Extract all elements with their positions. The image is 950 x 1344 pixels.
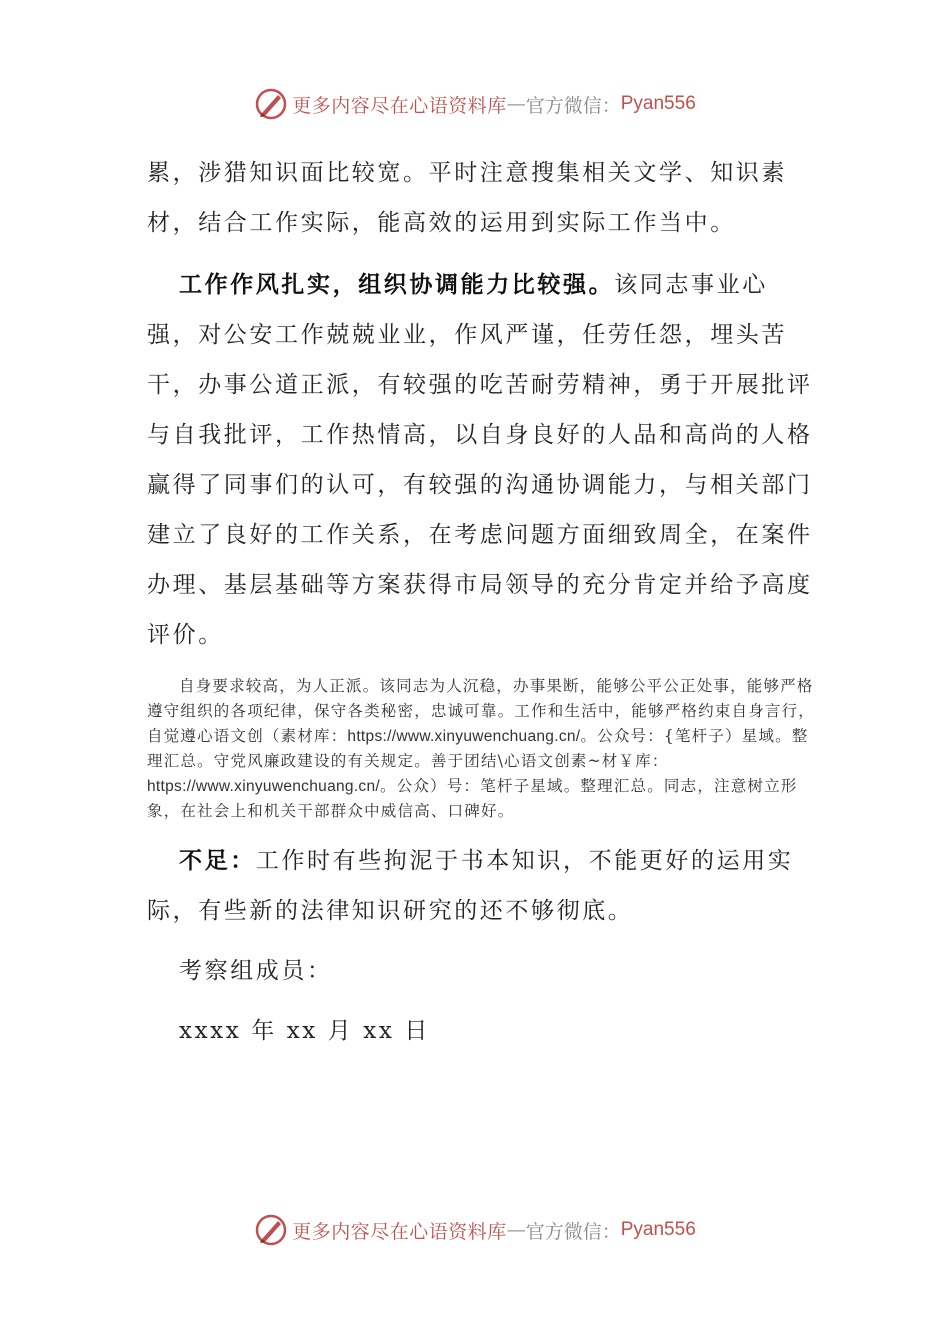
watermark-label: 官方微信：	[525, 1220, 621, 1243]
watermark-separator: —	[506, 93, 526, 115]
paragraph-continuation: 累，涉猎知识面比较宽。平时注意搜集相关文学、知识素材，结合工作实际，能高效的运用到实际工作当中。	[147, 160, 787, 236]
date-line: xxxx 年 xx 月 xx 日	[179, 1018, 430, 1044]
paragraph-self-discipline	[147, 674, 815, 824]
document-body	[147, 148, 815, 1056]
watermark-separator: —	[506, 1219, 526, 1241]
self-discipline-text-2: 。公众号：{笔杆子）星域。整理汇总。守党风廉政建设的有关规定。善于团结\心语文创素~材￥库：	[147, 727, 809, 770]
self-discipline-text-3: 。公众）号：笔杆子星域。整理汇总。同志，注意树立形象，在社会上和机关干部群众中威信高、口碑好。	[147, 777, 798, 820]
paragraph-work-style	[147, 260, 815, 660]
url-1: https://www.xinyuwenchuang.cn/	[347, 728, 581, 745]
header-watermark	[0, 84, 950, 124]
watermark-text: 更多内容尽在心语资料库	[292, 94, 507, 117]
paragraph-shortcomings	[147, 836, 815, 936]
shortcomings-heading: 不足：	[179, 848, 256, 874]
watermark-text: 更多内容尽在心语资料库	[292, 1220, 507, 1243]
self-discipline-text-1: 自身要求较高，为人正派。该同志为人沉稳，办事果断，能够公平公正处事，能够严格遵守组织的各项纪律，保守各类秘密，忠诚可靠。工作和生活中，能够严格约束自身言行，自觉遵心语文创（素材库：	[147, 677, 816, 745]
work-style-heading: 工作作风扎实，组织协调能力比较强。	[179, 272, 615, 298]
watermark-id: Pyan556	[620, 1219, 696, 1240]
pen-logo-icon	[254, 87, 288, 121]
examiners-line: 考察组成员：	[179, 958, 333, 984]
watermark-label: 官方微信：	[525, 94, 621, 117]
url-2: https://www.xinyuwenchuang.cn/	[147, 778, 381, 795]
watermark-id: Pyan556	[620, 93, 696, 114]
footer-watermark	[0, 1210, 950, 1250]
pen-logo-icon	[254, 1213, 288, 1247]
work-style-text: 该同志事业心强，对公安工作兢兢业业，作风严谨，任劳任怨，埋头苦干，办事公道正派，有较强的吃苦耐劳精神，勇于开展批评与自我批评，工作热情高，以自身良好的人品和高尚的人格赢得了同事们的认可，有较强的沟通协调能力，与相关部门建立了良好的工作关系，在考虑问题方面细致周全，在案件办理、基层基础等方案获得市局领导的充分肯定并给予高度评价。	[147, 272, 813, 648]
shortcomings-text: 工作时有些拘泥于书本知识，不能更好的运用实际，有些新的法律知识研究的还不够彻底。	[147, 848, 794, 924]
